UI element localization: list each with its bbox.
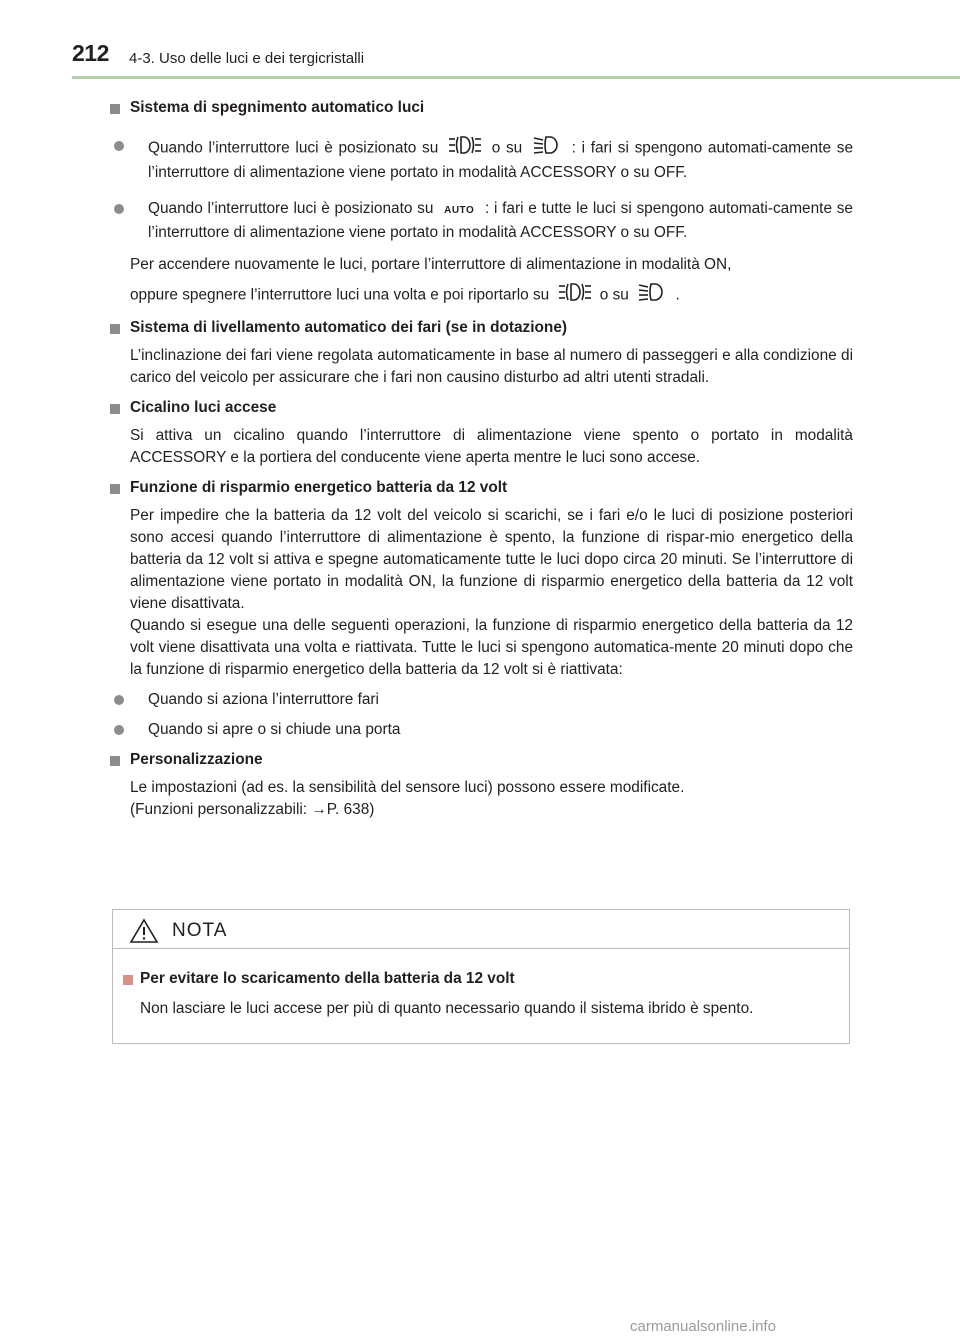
header-rule bbox=[72, 76, 960, 79]
bullet-dot-icon bbox=[114, 204, 124, 214]
bullet-item: Quando l’interruttore luci è posizionato su AUTO : i fari e tutte le luci si spengono automati-camente se l’interruttore di alimentazione viene portato in modalità ACCESSORY o su OFF. bbox=[130, 198, 853, 244]
bullet-dot-icon bbox=[114, 141, 124, 151]
headlight-icon bbox=[558, 282, 592, 309]
section-heading-auto-off: Sistema di spegnimento automatico luci bbox=[113, 97, 853, 119]
notice-box bbox=[112, 909, 850, 1044]
auto-switch-icon: AUTO bbox=[444, 205, 475, 216]
section-heading-battery-saver: Funzione di risparmio energetico batteria da 12 volt bbox=[113, 477, 853, 499]
paragraph: Per accendere nuovamente le luci, portare l’interruttore di alimentazione in modalità ON, oppure spegnere l’interruttore luci una volta e poi riportarlo su o su . bbox=[130, 254, 853, 309]
square-marker-icon bbox=[110, 756, 120, 766]
notice-heading: Per evitare lo scaricamento della batteria da 12 volt bbox=[140, 970, 515, 987]
notice-body bbox=[123, 968, 833, 1020]
paragraph: L’inclinazione dei fari viene regolata automaticamente in base al numero di passeggeri e alla condizione di carico del veicolo per assicurare che i fari non causino disturbo ad altri utenti stradali. bbox=[130, 347, 853, 386]
low-beam-icon bbox=[637, 282, 667, 309]
square-marker-icon bbox=[110, 324, 120, 334]
bullet-item: Quando l’interruttore luci è posizionato su o su : i fari si spengono automati-camente se l’interruttore di alimentazione viene portato in modalità ACCESSORY o su OFF. bbox=[130, 135, 853, 184]
paragraph: Le impostazioni (ad es. la sensibilità del sensore luci) possono essere modificate. bbox=[130, 779, 685, 796]
square-marker-icon bbox=[123, 975, 133, 985]
page-content bbox=[113, 93, 853, 821]
page-header bbox=[72, 40, 960, 80]
section-heading-buzzer: Cicalino luci accese bbox=[113, 397, 853, 419]
paragraph: Si attiva un cicalino quando l’interruttore di alimentazione viene spento o portato in modalità ACCESSORY e la portiera del conducente viene aperta mentre le luci sono accese. bbox=[130, 427, 853, 466]
square-marker-icon bbox=[110, 104, 120, 114]
headlight-icon bbox=[448, 135, 482, 162]
watermark: carmanualsonline.info bbox=[630, 1318, 776, 1335]
bullet-dot-icon bbox=[114, 725, 124, 735]
square-marker-icon bbox=[110, 484, 120, 494]
chapter-title: 4-3. Uso delle luci e dei tergicristalli bbox=[129, 50, 365, 67]
low-beam-icon bbox=[532, 135, 562, 162]
notice-header bbox=[113, 910, 849, 949]
section-heading-customization: Personalizzazione bbox=[113, 749, 853, 771]
notice-title: NOTA bbox=[172, 920, 228, 941]
page-number: 212 bbox=[72, 40, 109, 66]
bullet-item: Quando si aziona l’interruttore fari bbox=[130, 689, 853, 711]
bullet-item: Quando si apre o si chiude una porta bbox=[130, 719, 853, 741]
notice-text: Non lasciare le luci accese per più di quanto necessario quando il sistema ibrido è spento. bbox=[140, 1000, 754, 1017]
bullet-dot-icon bbox=[114, 695, 124, 705]
warning-triangle-icon bbox=[129, 918, 159, 949]
cross-reference: (Funzioni personalizzabili: →P. 638) bbox=[130, 801, 375, 818]
paragraph: Quando si esegue una delle seguenti operazioni, la funzione di risparmio energetico della batteria da 12 volt viene disattivata una volta e riattivata. Tutte le luci si spengono automatica-mente 20 minuti dopo che la funzione di risparmio energetico della batteria da 12 volt si è riattivata: bbox=[130, 617, 853, 678]
square-marker-icon bbox=[110, 404, 120, 414]
section-heading-leveling: Sistema di livellamento automatico dei fari (se in dotazione) bbox=[113, 317, 853, 339]
paragraph: Per impedire che la batteria da 12 volt del veicolo si scarichi, se i fari e/o le luci di posizione posteriori sono accesi quando l’interruttore di alimentazione è spento, la funzione di rispar-mio energetico della batteria da 12 volt si attiva e spegne automaticamente tutte le luci dopo circa 20 minuti. Se l’interruttore di alimentazione viene portato in modalità ON, la funzione di risparmio energetico della batteria da 12 volt viene disattivata. bbox=[130, 507, 853, 612]
